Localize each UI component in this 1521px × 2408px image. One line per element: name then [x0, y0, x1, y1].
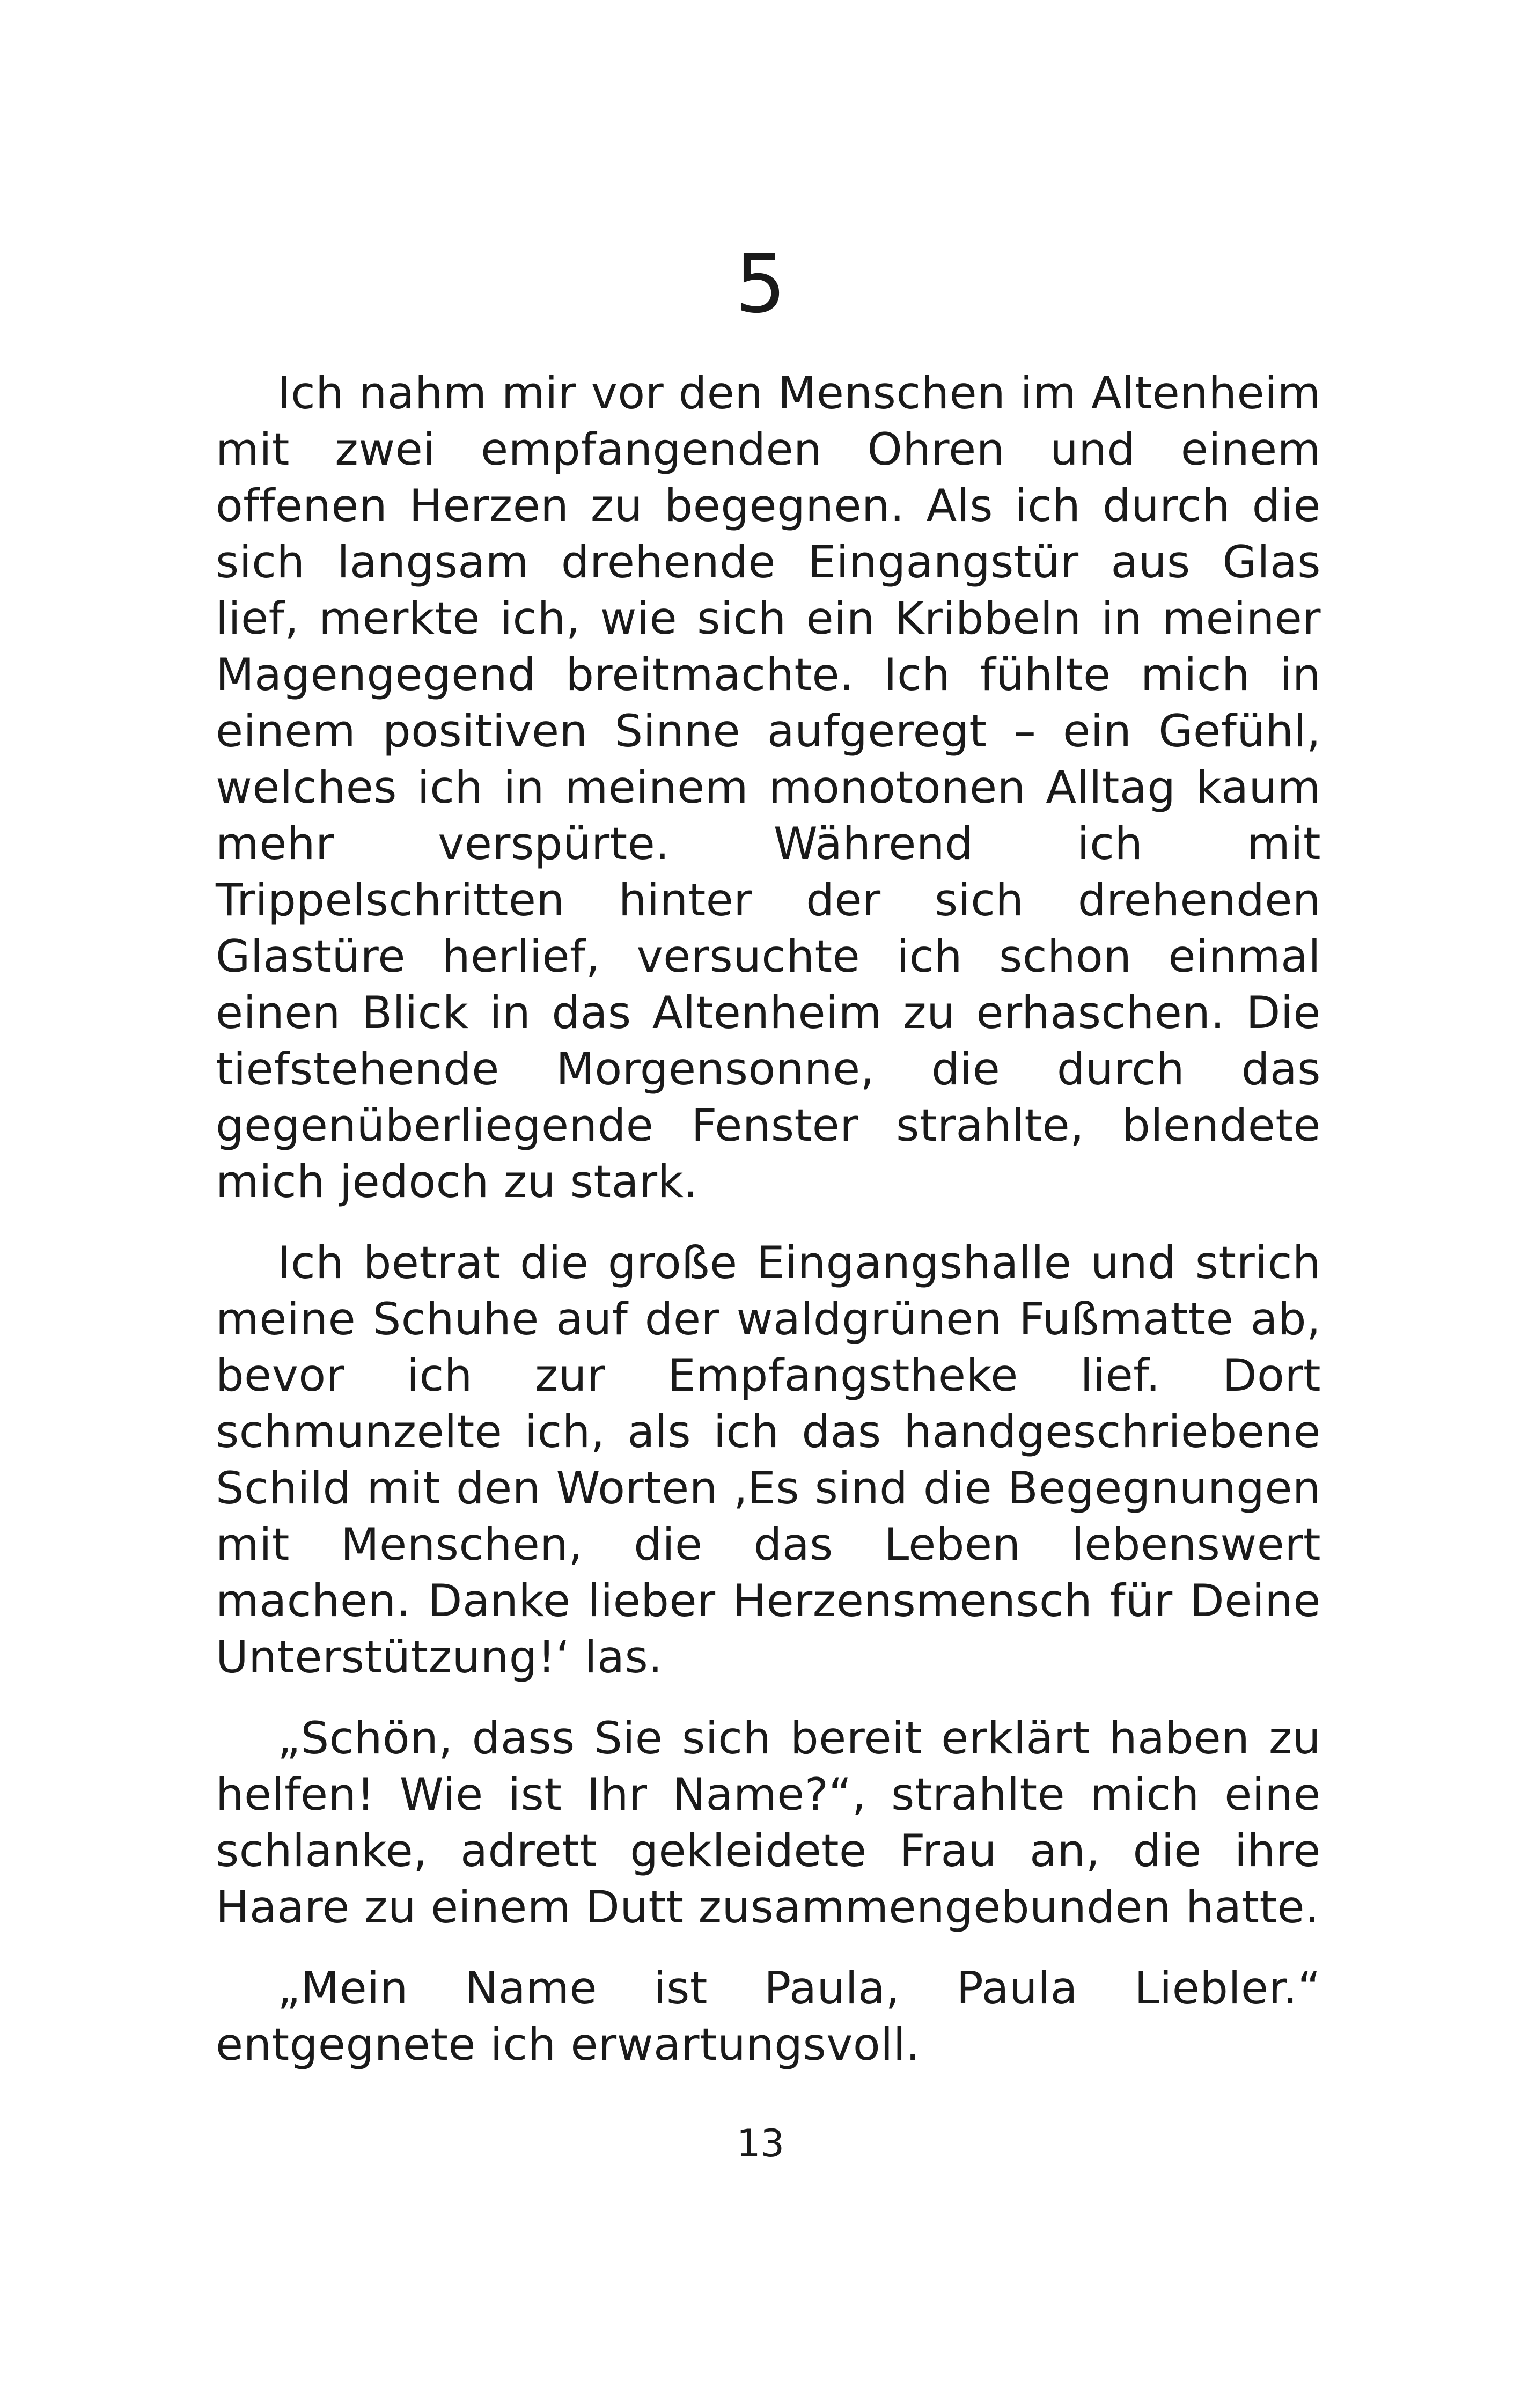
paragraph: „Schön, dass Sie sich bereit erklärt haben zu helfen! Wie ist Ihr Name?“, strahlte mich eine schlanke, adrett gekleidete Frau an, die ihre Haare zu einem Dutt zusammengebunden hatte. — [216, 1712, 1321, 1933]
chapter-number: 5 — [734, 238, 787, 331]
paragraph: „Mein Name ist Paula, Paula Liebler.“ entgegnete ich erwartungsvoll. — [216, 1962, 1321, 2071]
chapter-body — [216, 365, 1321, 2073]
paragraph: Ich betrat die große Eingangshalle und strich meine Schuhe auf der waldgrünen Fußmatte ab, bevor ich zur Empfangstheke lief. Dort schmunzelte ich, als ich das handgeschriebene Schild mit den Worten ‚Es sind die Begegnungen mit Menschen, die das Leben lebenswert machen. Danke lieber Herzensmensch für Deine Unterstützung!‘ las. — [216, 1237, 1321, 1683]
paragraph: Ich nahm mir vor den Menschen im Altenheim mit zwei empfangenden Ohren und einem offenen Herzen zu begegnen. Als ich durch die sich langsam drehende Eingangstür aus Glas lief, merkte ich, wie sich ein Kribbeln in meiner Magengegend breitmachte. Ich fühlte mich in einem positiven Sinne aufgeregt – ein Gefühl, welches ich in meinem monotonen Alltag kaum mehr verspürte. Während ich mit Trippelschritten hinter der sich drehenden Glastüre herlief, versuchte ich schon einmal einen Blick in das Altenheim zu erhaschen. Die tiefstehende Morgensonne, die durch das gegenüberliegende Fenster strahlte, blendete mich jedoch zu stark. — [216, 367, 1321, 1208]
page-number: 13 — [736, 2121, 785, 2165]
